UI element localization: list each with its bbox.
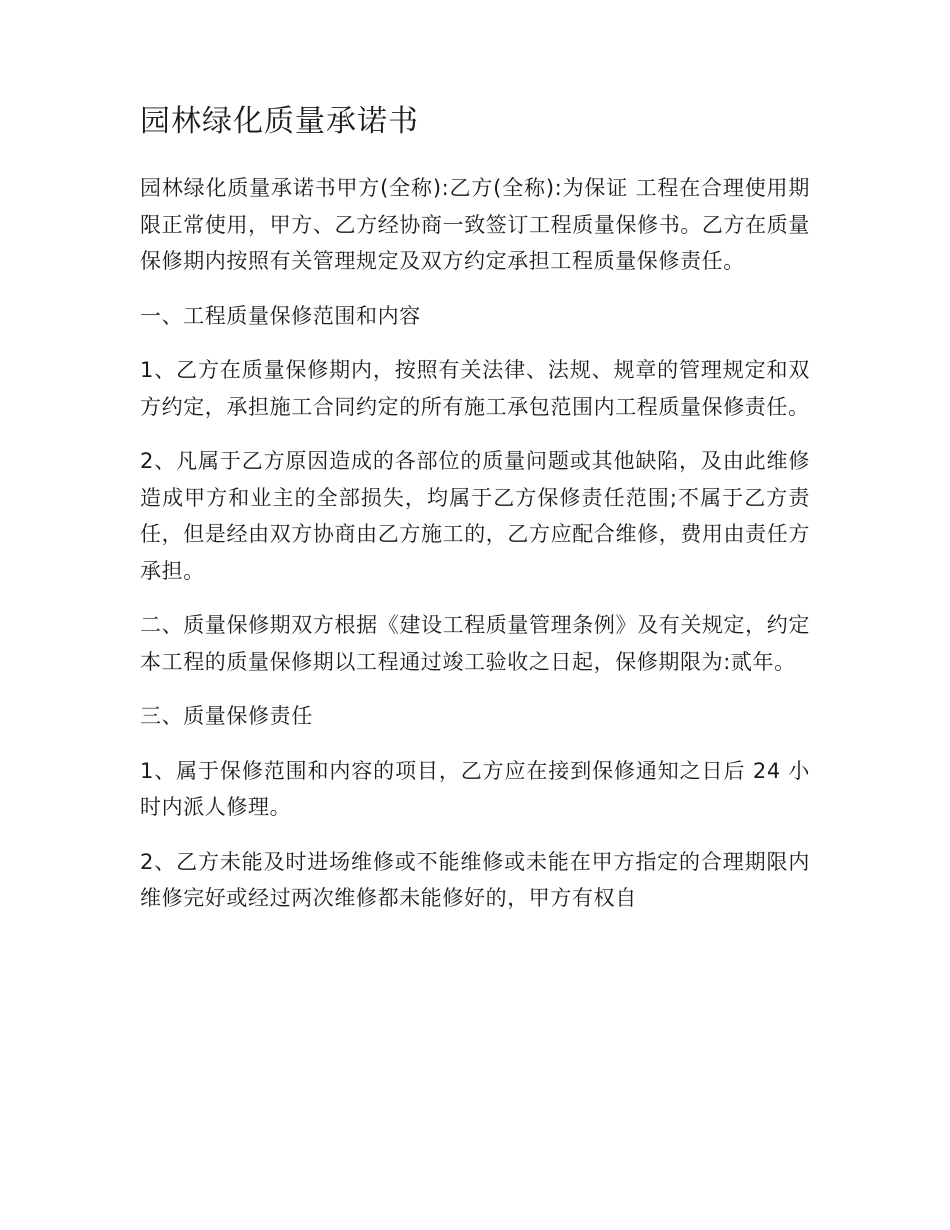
document-page — [140, 100, 810, 935]
document-title: 园林绿化质量承诺书 — [140, 104, 419, 139]
section-heading-3: 三、质量保修责任 — [140, 704, 313, 728]
paragraph-responsibility-2: 2、乙方未能及时进场维修或不能维修或未能在甲方指定的合理期限内维修完好或经过两次维修都未能修好的，甲方有权自 — [140, 849, 810, 910]
paragraph-responsibility-1: 1、属于保修范围和内容的项目，乙方应在接到保修通知之日后 24 小时内派人修理。 — [140, 758, 810, 819]
paragraph-scope-2: 2、凡属于乙方原因造成的各部位的质量问题或其他缺陷，及由此维修造成甲方和业主的全部损失，均属于乙方保修责任范围;不属于乙方责任，但是经由双方协商由乙方施工的，乙方应配合维修，费用由责任方承担。 — [140, 449, 810, 583]
section-heading-1: 一、工程质量保修范围和内容 — [140, 303, 421, 328]
paragraph-warranty-period: 二、质量保修期双方根据《建设工程质量管理条例》及有关规定，约定本工程的质量保修期以工程通过竣工验收之日起，保修期限为:贰年。 — [140, 613, 810, 674]
paragraph-intro: 园林绿化质量承诺书甲方(全称):乙方(全称):为保证 工程在合理使用期限正常使用，甲方、乙方经协商一致签订工程质量保修书。乙方在质量保修期内按照有关管理规定及双方约定承担工程质量保修责任。 — [140, 176, 810, 273]
paragraph-scope-1: 1、乙方在质量保修期内，按照有关法律、法规、规章的管理规定和双方约定，承担施工合同约定的所有施工承包范围内工程质量保修责任。 — [140, 358, 810, 419]
